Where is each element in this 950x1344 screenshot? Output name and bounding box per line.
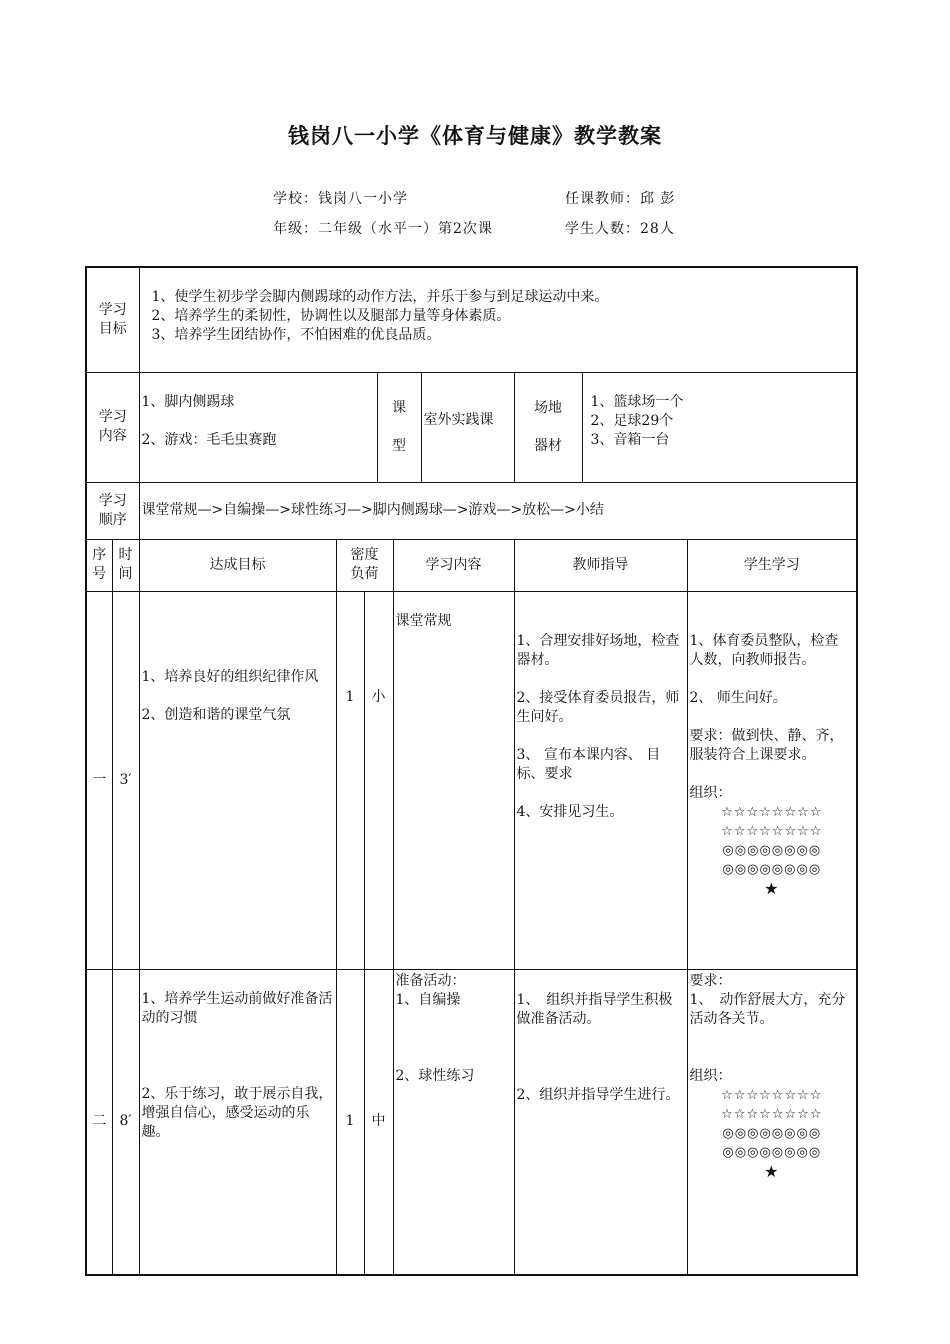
col-goal-header: 达成目标: [139, 539, 336, 591]
formation-line: ◎◎◎◎◎◎◎◎: [722, 861, 822, 877]
student-line: 2、 师生问好。: [689, 689, 787, 706]
row-content: [393, 969, 514, 1275]
objectives-row: [86, 267, 857, 372]
row-no: 一: [86, 591, 112, 969]
content-line: 1、自编操: [395, 991, 461, 1008]
content-line: 准备活动：: [395, 972, 466, 989]
row-load: 小: [364, 591, 393, 969]
row-teacher: [514, 591, 687, 969]
formation-diagram: [690, 1086, 855, 1181]
sequence-value: 课堂常规—>自编操—>球性练习—>脚内侧踢球—>游戏—>放松—>小结: [139, 482, 857, 539]
row-goals: [139, 591, 336, 969]
lesson-plan-table: [85, 266, 858, 1276]
formation-line: ☆☆☆☆☆☆☆☆: [721, 804, 823, 820]
teacher-star-icon: ★: [764, 878, 780, 898]
formation-line: ◎◎◎◎◎◎◎◎: [722, 1125, 822, 1141]
goal-item: 1、培养学生运动前做好准备活动的习惯: [141, 990, 333, 1026]
grade-label: 年级：二年级（水平一）第2次课: [273, 221, 493, 237]
col-no-header: 序 号: [86, 539, 112, 591]
objective-item: 1、使学生初步学会脚内侧踢球的动作方法，并乐于参与到足球运动中来。: [151, 289, 609, 305]
formation-line: ☆☆☆☆☆☆☆☆: [721, 1106, 823, 1122]
formation-diagram: [690, 803, 855, 898]
objective-item: 3、培养学生团结协作，不怕困难的优良品质。: [151, 327, 441, 343]
row-teacher: [514, 969, 687, 1275]
row-density: 1: [336, 969, 364, 1275]
lesson-type-label: 课 型: [377, 372, 421, 482]
teacher-line: 4、安排见习生。: [516, 803, 624, 820]
teacher-line: 2、组织并指导学生进行。: [516, 1086, 680, 1103]
content-row: [86, 372, 857, 482]
formation-line: ☆☆☆☆☆☆☆☆: [721, 1087, 823, 1103]
row-content: [393, 591, 514, 969]
row-density: 1: [336, 591, 364, 969]
teacher-line: 1、 组织并指导学生积极做准备活动。: [516, 991, 673, 1027]
content-item: 2、游戏：毛毛虫赛跑: [141, 431, 277, 448]
goal-item: 2、乐于练习，敢于展示自我，增强自信心，感受运动的乐趣。: [141, 1085, 333, 1140]
teacher-line: 3、 宣布本课内容、 目标、要求: [516, 746, 661, 782]
col-teacher-header: 教师指导: [514, 539, 687, 591]
table-row: [86, 591, 857, 969]
content-line: 课堂常规: [395, 612, 452, 629]
sequence-row: [86, 482, 857, 539]
formation-line: ◎◎◎◎◎◎◎◎: [722, 842, 822, 858]
page-title: 钱岗八一小学《体育与健康》教学教案: [288, 124, 662, 148]
row-student: [687, 591, 857, 969]
content-item: 1、脚内侧踢球: [141, 393, 235, 410]
venue-items: [582, 372, 857, 482]
objectives-label: 学习 目标: [86, 267, 139, 372]
objective-item: 2、培养学生的柔韧性，协调性以及腿部力量等身体素质。: [151, 308, 511, 324]
student-line: 组织：: [689, 1067, 732, 1084]
student-line: 要求：做到快、静、齐，服装符合上课要求。: [689, 727, 844, 763]
student-line: 1、体育委员整队，检查 人数，向教师报告。: [689, 632, 853, 668]
teacher-line: 1、合理安排好场地，检查器材。: [516, 632, 680, 668]
content-items: [139, 372, 377, 482]
col-density-header: 密度 负荷: [336, 539, 393, 591]
teacher-line: 2、接受体育委员报告，师生问好。: [516, 689, 680, 725]
goal-item: 1、培养良好的组织纪律作风: [141, 668, 319, 685]
row-no: 二: [86, 969, 112, 1275]
row-load: 中: [364, 969, 393, 1275]
objectives-list: [139, 267, 857, 372]
row-student: [687, 969, 857, 1275]
venue-label: 场地 器材: [514, 372, 582, 482]
student-line: 要求：: [689, 972, 732, 989]
teacher-star-icon: ★: [764, 1161, 780, 1181]
column-header-row: [86, 539, 857, 591]
col-student-header: 学生学习: [687, 539, 857, 591]
student-line: 组织：: [689, 784, 732, 801]
content-line: 2、球性练习: [395, 1067, 475, 1084]
venue-item: 3、音箱一台: [590, 431, 670, 448]
school-label: 学校：钱岗八一小学: [273, 191, 408, 207]
row-time: 8′: [112, 969, 139, 1275]
row-time: 3′: [112, 591, 139, 969]
goal-item: 2、创造和谐的课堂气氛: [141, 706, 291, 723]
sequence-label: 学习 顺序: [86, 482, 139, 539]
table-row: [86, 969, 857, 1275]
venue-item: 1、篮球场一个: [590, 393, 684, 410]
formation-line: ◎◎◎◎◎◎◎◎: [722, 1144, 822, 1160]
col-time-header: 时 间: [112, 539, 139, 591]
teacher-label: 任课教师：邱 彭: [565, 191, 676, 207]
student-line: 1、 动作舒展大方，充分活动各关节。: [689, 991, 846, 1027]
content-label: 学习 内容: [86, 372, 139, 482]
students-label: 学生人数：28人: [565, 221, 675, 237]
row-goals: [139, 969, 336, 1275]
venue-item: 2、足球29个: [590, 412, 674, 429]
formation-line: ☆☆☆☆☆☆☆☆: [721, 823, 823, 839]
lesson-type-value: 室外实践课: [421, 372, 514, 482]
col-content-header: 学习内容: [393, 539, 514, 591]
